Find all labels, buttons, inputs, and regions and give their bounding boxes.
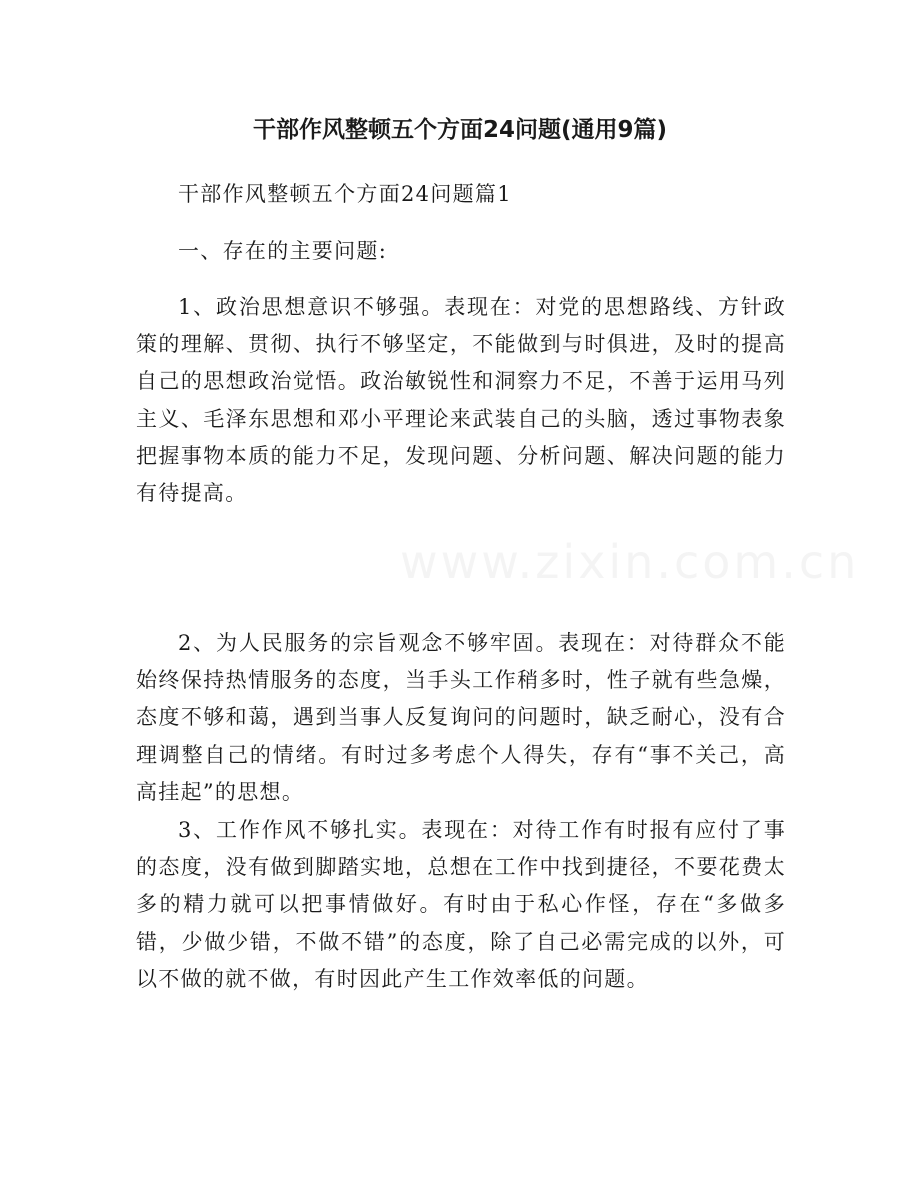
paragraph-item-1: 1、政治思想意识不够强。表现在：对党的思想路线、方针政策的理解、贯彻、执行不够坚定，不能做到与时俱进，及时的提高自己的思想政治觉悟。政治敏锐性和洞察力不足，不善于运用马列主义、毛泽东思想和邓小平理论来武装自己的头脑，透过事物表象把握事物本质的能力不足，发现问题、分析问题、解决问题的能力有待提高。	[136, 295, 786, 506]
section-heading: 一、存在的主要问题:	[178, 239, 388, 263]
paragraph-item-3: 3、工作作风不够扎实。表现在：对待工作有时报有应付了事的态度，没有做到脚踏实地，总想在工作中找到捷径，不要花费太多的精力就可以把事情做好。有时由于私心作怪，存在“多做多错，少做少错，不做不错”的态度，除了自己必需完成的以外，可以不做的就不做，有时因此产生工作效率低的问题。	[136, 818, 786, 991]
document-title: 干部作风整顿五个方面24问题(通用9篇)	[252, 117, 668, 143]
watermark: www.zixin.com.cn	[400, 535, 860, 589]
paragraph-item-2: 2、为人民服务的宗旨观念不够牢固。表现在：对待群众不能始终保持热情服务的态度，当手头工作稍多时，性子就有些急燥，态度不够和蔼，遇到当事人反复询问的问题时，缺乏耐心，没有合理调整自己的情绪。有时过多考虑个人得失，存有“事不关己，高高挂起”的思想。	[136, 631, 786, 804]
article-heading: 干部作风整顿五个方面24问题篇1	[178, 182, 512, 206]
